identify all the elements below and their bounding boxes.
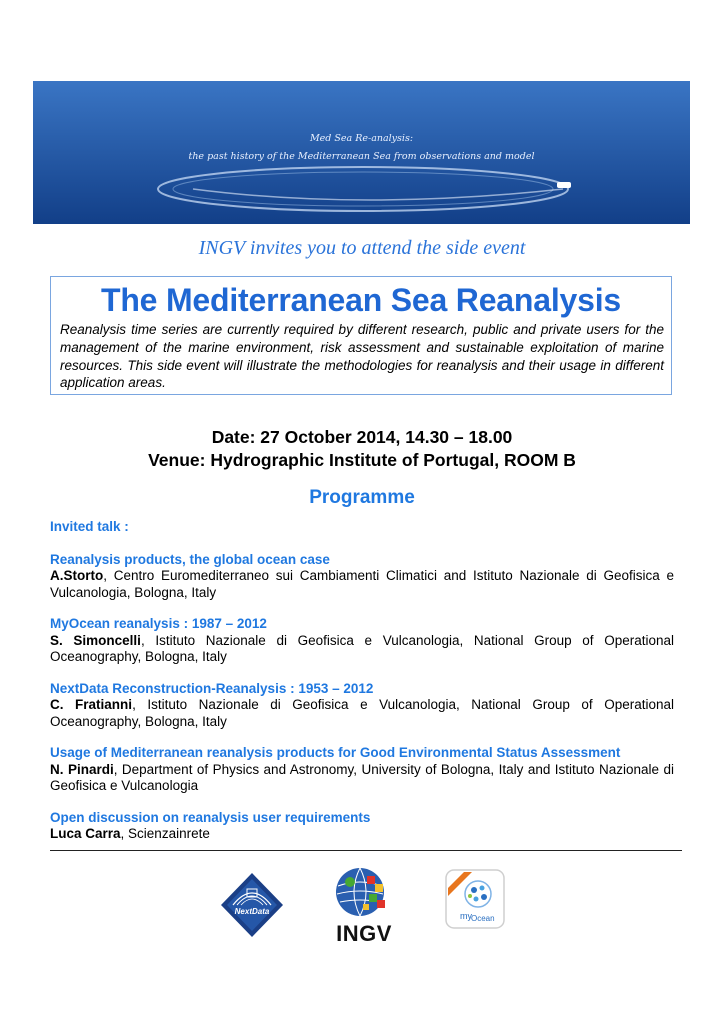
talk-affiliation: , Centro Euromediterraneo sui Cambiamenti Climatici and Istituto Nazionale di Geofisica e Vulcanologia, Bologna, Italy <box>50 568 674 600</box>
myocean-logo-ocean: Ocean <box>471 914 495 923</box>
nextdata-logo-text: NextData <box>234 907 270 916</box>
ingv-globe-logo <box>333 864 393 922</box>
talk-speaker: N. Pinardi <box>50 761 114 777</box>
talk-speaker: A.Storto <box>50 568 104 583</box>
page-title: The Mediterranean Sea Reanalysis <box>100 282 622 318</box>
invited-talk-label: Invited talk : <box>50 519 129 534</box>
talk-speaker-info <box>50 826 674 843</box>
talk-item <box>50 810 674 843</box>
talk-speaker: C. Fratianni <box>50 697 133 712</box>
banner-line-2: the past history of the Mediterranean Sea from observations and model <box>188 151 535 162</box>
banner-line-1: Med Sea Re-analysis: <box>309 133 414 144</box>
divider <box>50 850 682 851</box>
event-date: Date: 27 October 2014, 14.30 – 18.00 <box>211 427 513 447</box>
talk-speaker: S. Simoncelli <box>50 632 141 648</box>
talk-affiliation: , Department of Physics and Astronomy, University of Bologna, Italy and Istituto Nazionale di Geofisica e Vulcanologia <box>50 761 675 793</box>
talk-item <box>50 681 674 731</box>
nextdata-logo <box>219 871 285 939</box>
event-venue: Venue: Hydrographic Institute of Portugal, ROOM B <box>148 450 576 470</box>
invite-line: INGV invites you to attend the side event <box>198 237 526 259</box>
talk-speaker-info <box>50 568 674 601</box>
programme-heading: Programme <box>309 487 415 508</box>
title-box <box>50 276 672 395</box>
talk-item <box>50 552 674 602</box>
myocean-logo-my: my <box>460 911 472 921</box>
talk-title: MyOcean reanalysis : 1987 – 2012 <box>50 616 267 631</box>
talk-title: Open discussion on reanalysis user requirements <box>50 809 371 825</box>
talk-item <box>50 616 674 666</box>
myocean-logo <box>444 868 506 932</box>
talk-speaker-info <box>50 697 674 730</box>
boat-icon <box>557 182 571 188</box>
talk-title: Reanalysis products, the global ocean case <box>50 551 330 567</box>
talk-title: NextData Reconstruction-Reanalysis : 1953 – 2012 <box>50 680 374 696</box>
talk-title: Usage of Mediterranean reanalysis products for Good Environmental Status Assessment <box>50 745 621 760</box>
talk-speaker: Luca Carra <box>50 826 121 841</box>
programme-list <box>50 519 674 858</box>
talk-speaker-info <box>50 762 674 795</box>
event-abstract: Reanalysis time series are currently required by different research, public and private users for the management of the marine environment, risk assessment and sustainable exploitation of marine resources. This side event will illustrate the methodologies for reanalysis and their usage in different application areas. <box>60 322 664 391</box>
talk-item <box>50 745 674 795</box>
talk-speaker-info <box>50 633 674 666</box>
talk-affiliation: , Scienzainrete <box>120 826 210 841</box>
talk-affiliation: , Istituto Nazionale di Geofisica e Vulcanologia, National Group of Operational Oceanography, Bologna, Italy <box>50 632 674 664</box>
ingv-logo-text: INGV <box>336 921 392 946</box>
talk-affiliation: , Istituto Nazionale di Geofisica e Vulcanologia, National Group of Operational Oceanography, Bologna, Italy <box>50 697 674 729</box>
sea-banner-image <box>33 81 690 224</box>
